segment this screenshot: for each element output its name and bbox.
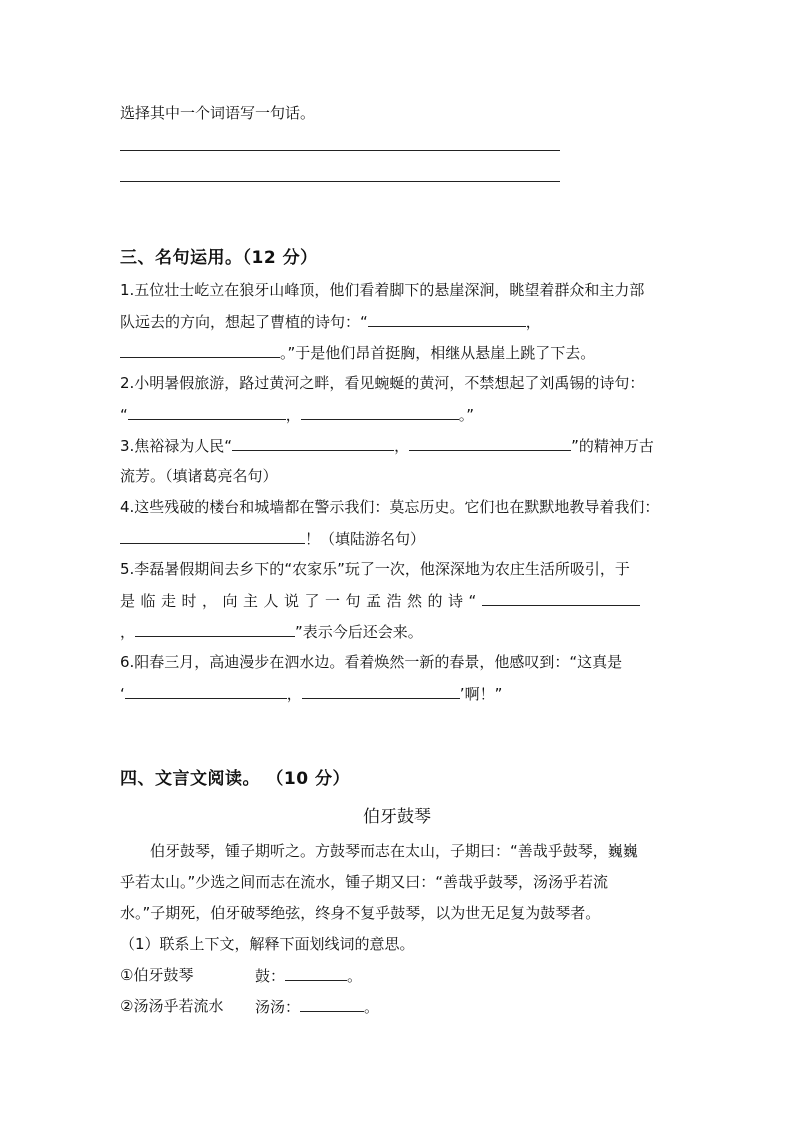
q1-text-line3 [120, 341, 595, 364]
q2-quote: “ [120, 406, 128, 424]
passage-line2: 乎若太山。”少选之间而志在流水，锺子期又曰：“善哉乎鼓琴，汤汤乎若流 [120, 873, 609, 891]
answer-blank[interactable] [285, 964, 347, 981]
passage-line3: 水。”子期死，伯牙破琴绝弦，终身不复乎鼓琴，以为世无足复为鼓琴者。 [120, 904, 601, 922]
q2-comma: ， [285, 406, 301, 424]
item-2-answer [255, 995, 379, 1018]
answer-blank[interactable] [409, 434, 571, 451]
item-1-answer [255, 964, 362, 987]
q5-text-line1: 5.李磊暑假期间去乡下的“农家乐”玩了一次，他深深地为农庄生活所吸引，于 [120, 560, 630, 578]
q2-text-line1: 2.小明暑假旅游，路过黄河之畔，看见蜿蜒的黄河，不禁想起了刘禹锡的诗句： [120, 374, 645, 392]
section-4-heading: 四、文言文阅读。 （10 分） [120, 769, 350, 789]
answer-blank[interactable] [368, 310, 526, 327]
q2-text-line2 [120, 403, 474, 426]
answer-line[interactable] [120, 181, 560, 182]
answer-blank[interactable] [128, 403, 286, 420]
q5-comma: ， [120, 623, 136, 641]
item-1-word: 鼓： [255, 967, 286, 985]
item-2-label: ②汤汤乎若流水 [120, 997, 224, 1015]
q6-quote: ‘ [120, 685, 125, 703]
question-1: （1）联系上下文，解释下面划线词的意思。 [120, 935, 415, 953]
q5-text-line2 [120, 589, 640, 612]
answer-blank[interactable] [125, 682, 287, 699]
q1-text: 。”于是他们昂首挺胸，相继从悬崖上跳了下去。 [280, 344, 596, 362]
item-2-word: 汤汤： [255, 998, 301, 1016]
q6-text-line1: 6.阳春三月，高迪漫步在泗水边。看着焕然一新的春景，他感叹到：“这真是 [120, 653, 623, 671]
q5-text: 是临走时，向主人说了一句孟浩然的诗“ [120, 592, 482, 610]
q6-comma: ， [286, 685, 302, 703]
q3-comma: ， [394, 437, 410, 455]
item-2-end: 。 [364, 998, 380, 1016]
item-1-end: 。 [347, 967, 363, 985]
q5-text-line3 [120, 620, 423, 643]
answer-blank[interactable] [482, 589, 640, 606]
q1-text: 队远去的方向，想起了曹植的诗句：“ [120, 313, 368, 331]
q3-text-end: ”的精神万古 [571, 437, 654, 455]
answer-blank[interactable] [232, 434, 394, 451]
q1-text-line2 [120, 310, 541, 333]
q1-comma: ， [525, 313, 541, 331]
passage-line1: 伯牙鼓琴，锺子期听之。方鼓琴而志在太山，子期曰：“善哉乎鼓琴，巍巍 [150, 842, 638, 860]
item-1-label: ①伯牙鼓琴 [120, 966, 194, 984]
q6-text-line2 [120, 682, 502, 705]
answer-line[interactable] [120, 150, 560, 151]
answer-blank[interactable] [302, 682, 460, 699]
answer-blank[interactable] [301, 403, 459, 420]
q3-text: 3.焦裕禄为人民“ [120, 437, 233, 455]
q1-text-line1: 1.五位壮士屹立在狼牙山峰顶，他们看着脚下的悬崖深涧，眺望着群众和主力部 [120, 281, 645, 299]
answer-blank[interactable] [135, 620, 295, 637]
q4-text-line1: 4.这些残破的楼台和城墙都在警示我们：莫忘历史。它们也在默默地教导着我们： [120, 498, 660, 516]
section-3-heading: 三、名句运用。（12 分） [120, 248, 318, 268]
q6-end: ’啊！” [459, 685, 503, 703]
passage-title: 伯牙鼓琴 [363, 807, 431, 827]
q2-end: 。” [458, 406, 475, 424]
q3-text-line1 [120, 434, 654, 457]
q4-text-line2 [120, 527, 425, 550]
answer-blank[interactable] [300, 995, 364, 1012]
q3-text-line2: 流芳。（填诸葛亮名句） [120, 467, 278, 485]
q4-text: ！（填陆游名句） [305, 530, 426, 548]
sentence-prompt: 选择其中一个词语写一句话。 [120, 104, 316, 122]
q5-text-end: ”表示今后还会来。 [295, 623, 423, 641]
answer-blank[interactable] [120, 341, 280, 358]
answer-blank[interactable] [120, 527, 305, 544]
